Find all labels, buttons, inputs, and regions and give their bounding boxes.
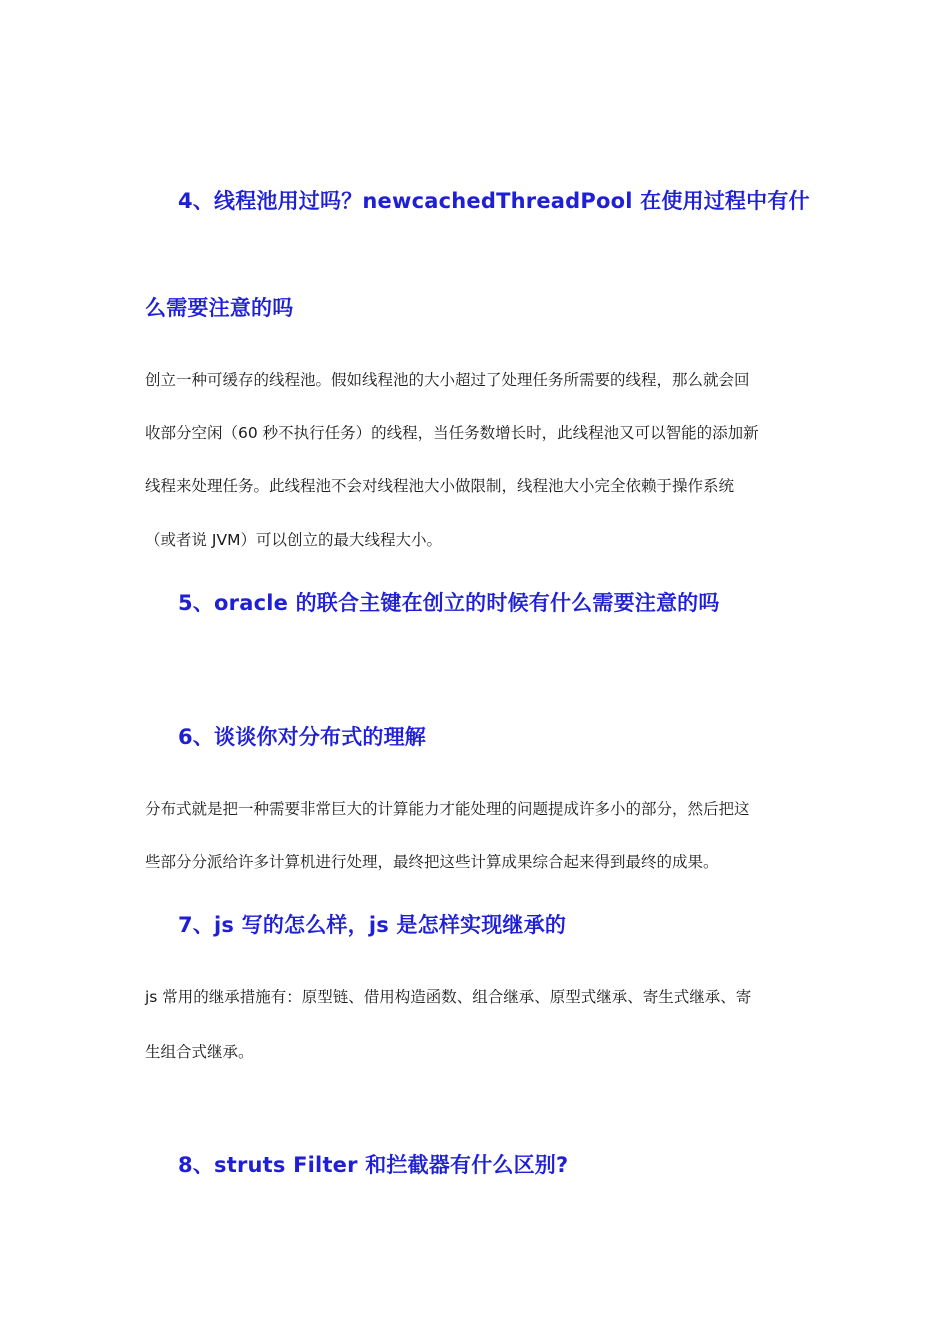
section-4-body-line-1: 创立一种可缓存的线程池。假如线程池的大小超过了处理任务所需要的线程，那么就会回 (145, 371, 750, 389)
section-7-body-line-1: js 常用的继承措施有：原型链、借用构造函数、组合继承、原型式继承、寄生式继承、寄 (145, 988, 752, 1006)
section-7-body-line-2: 生组合式继承。 (145, 1043, 254, 1061)
section-6-heading: 6、谈谈你对分布式的理解 (178, 725, 427, 749)
section-4-body-line-4: （或者说 JVM）可以创立的最大线程大小。 (145, 531, 442, 549)
section-4-heading-line2: 么需要注意的吗 (145, 296, 294, 320)
section-5-heading: 5、oracle 的联合主键在创立的时候有什么需要注意的吗 (178, 591, 720, 615)
section-8-heading: 8、struts Filter 和拦截器有什么区别? (178, 1153, 569, 1177)
section-4-body-line-3: 线程来处理任务。此线程池不会对线程池大小做限制，线程池大小完全依赖于操作系统 (145, 477, 735, 495)
section-6-body-line-1: 分布式就是把一种需要非常巨大的计算能力才能处理的问题提成许多小的部分，然后把这 (145, 800, 750, 818)
section-6-body-line-2: 些部分分派给许多计算机进行处理，最终把这些计算成果综合起来得到最终的成果。 (145, 853, 719, 871)
section-4-body-line-2: 收部分空闲（60 秒不执行任务）的线程，当任务数增长时，此线程池又可以智能的添加新 (145, 424, 759, 442)
section-4-heading-line1: 4、线程池用过吗？newcachedThreadPool 在使用过程中有什 (178, 189, 810, 213)
section-7-heading: 7、js 写的怎么样，js 是怎样实现继承的 (178, 913, 567, 937)
